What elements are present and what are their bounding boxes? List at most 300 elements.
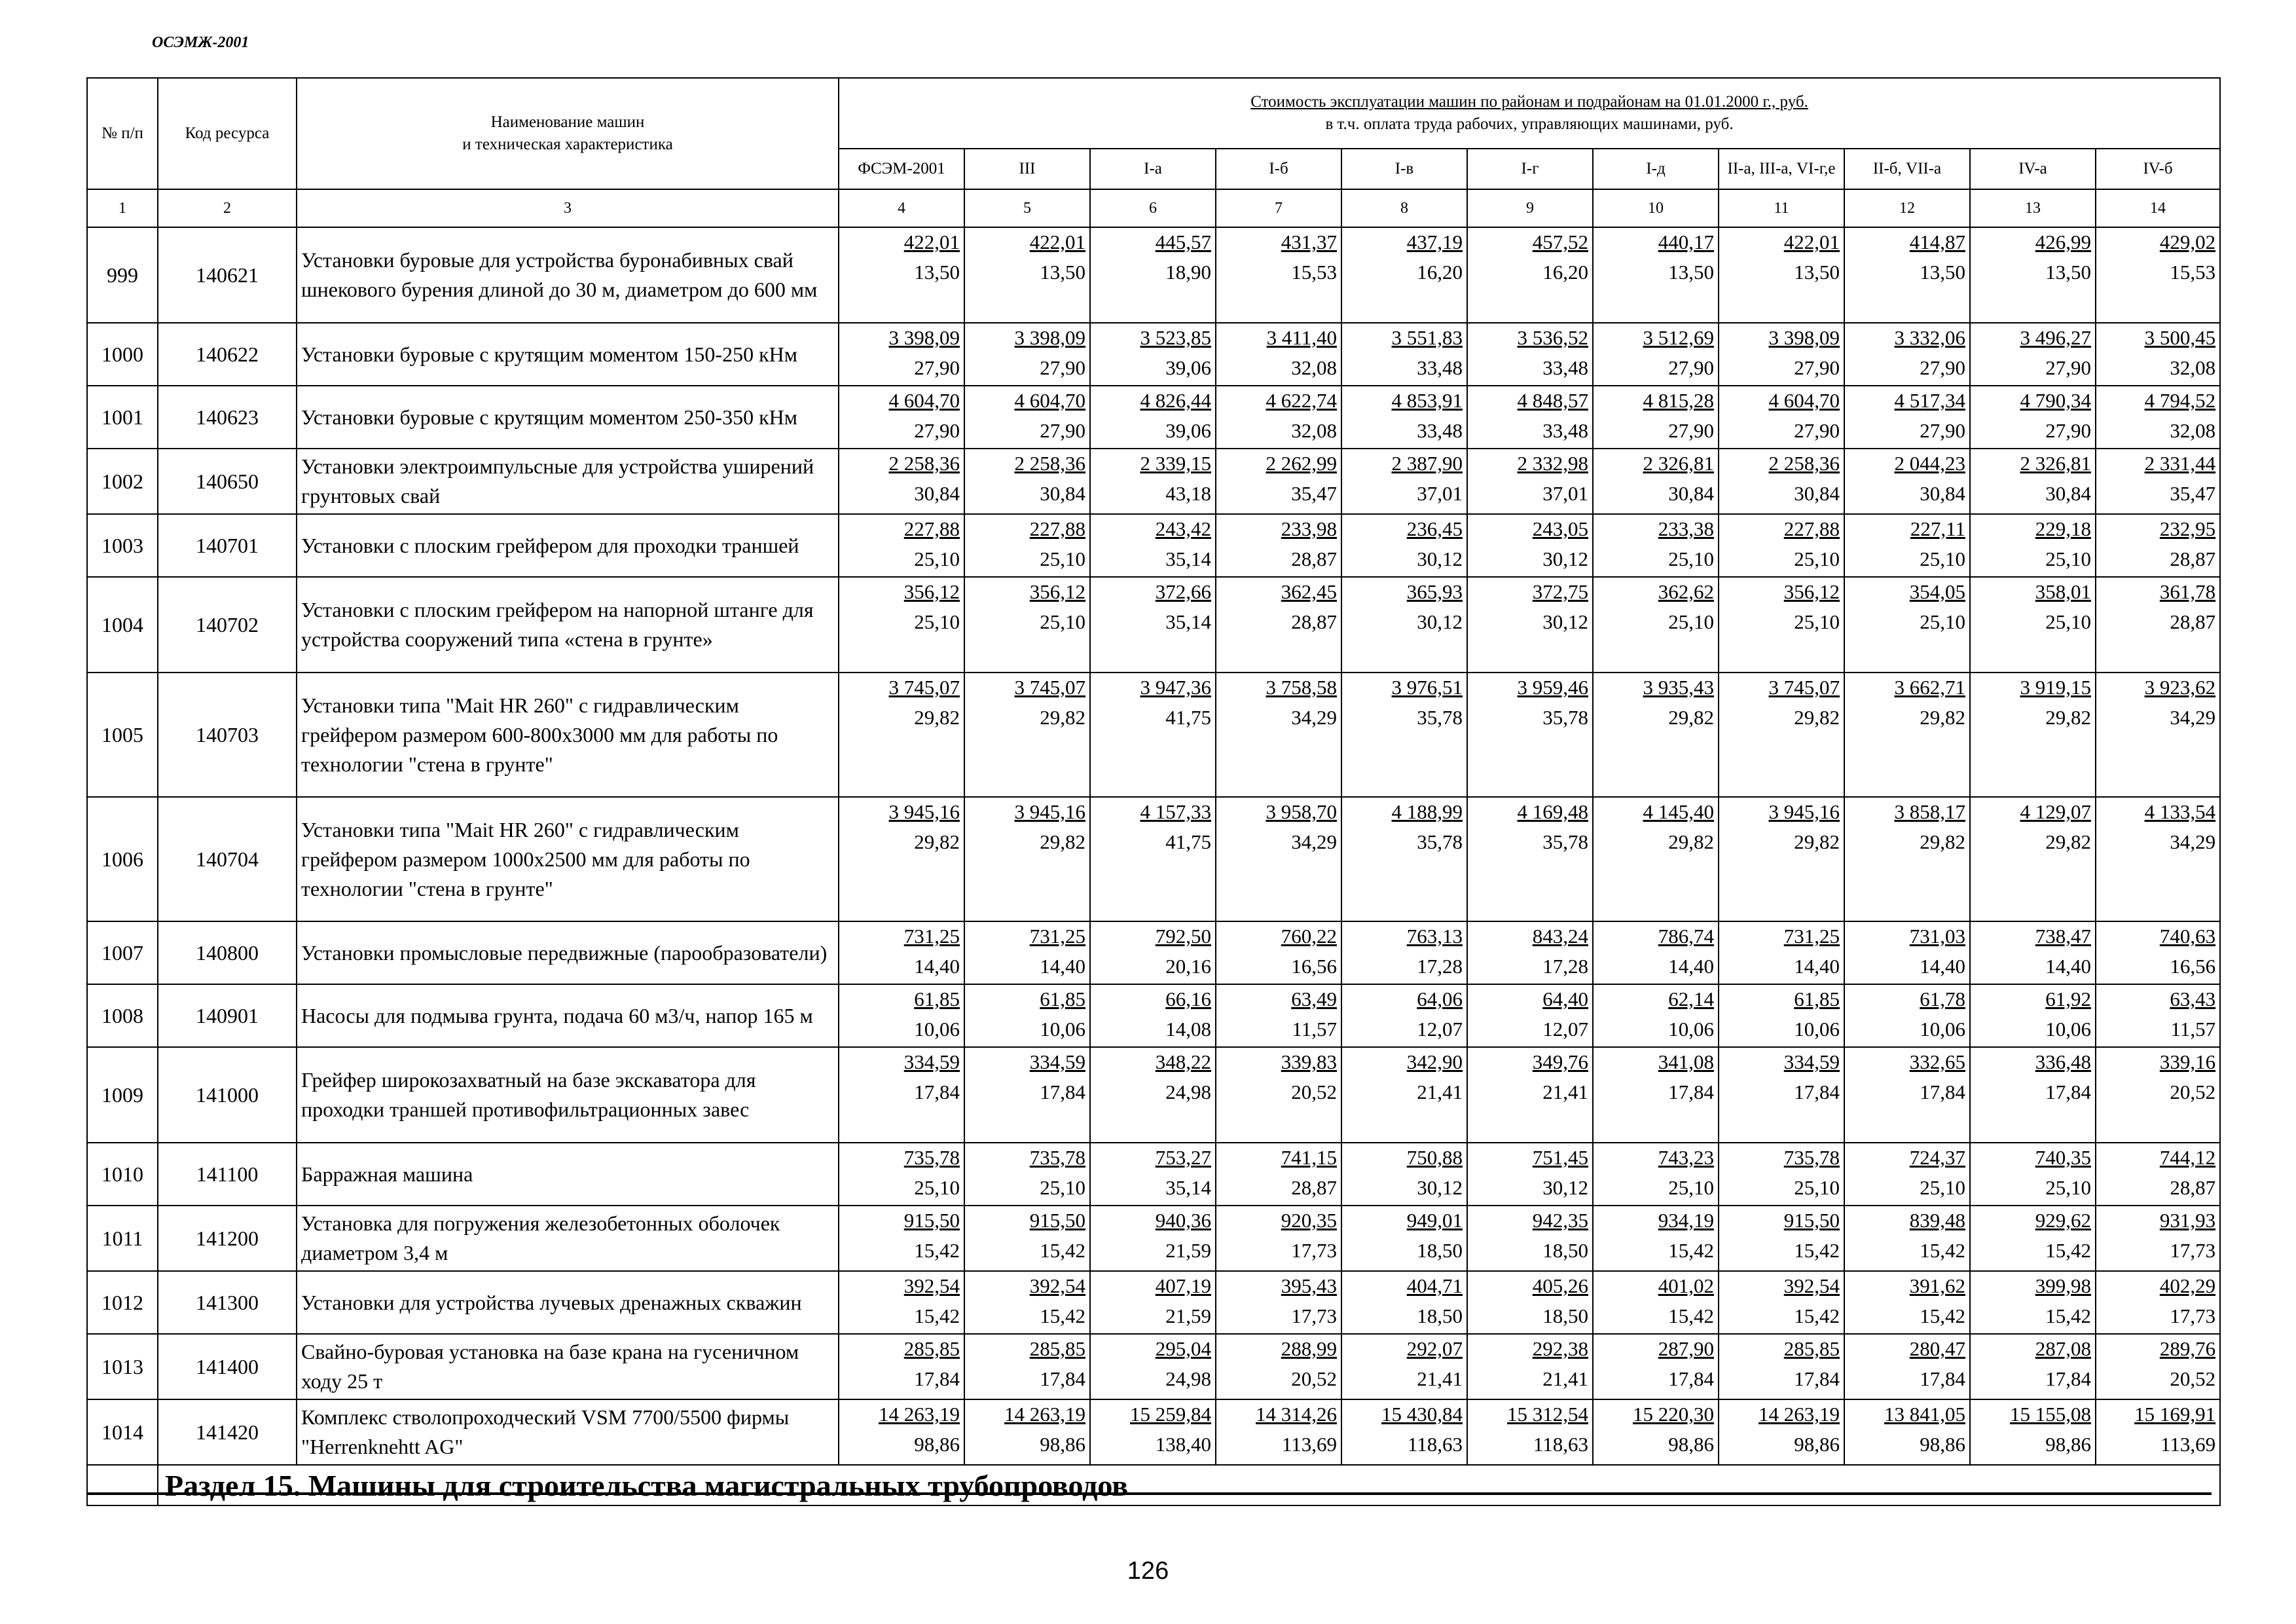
resource-code: 140622 bbox=[158, 323, 297, 386]
price-cell bbox=[964, 673, 1090, 797]
price-cell bbox=[1216, 1047, 1341, 1143]
operating-cost: 429,02 bbox=[2159, 231, 2216, 253]
labor-cost: 17,84 bbox=[1920, 1367, 1965, 1390]
labor-cost: 10,06 bbox=[2045, 1018, 2091, 1041]
labor-cost: 28,87 bbox=[2170, 1176, 2216, 1199]
operating-cost: 372,75 bbox=[1532, 580, 1588, 603]
operating-cost: 289,76 bbox=[2159, 1337, 2216, 1360]
operating-cost: 62,14 bbox=[1668, 987, 1714, 1010]
operating-cost: 391,62 bbox=[1909, 1274, 1965, 1297]
region-header: IV-б bbox=[2096, 149, 2220, 189]
price-cell bbox=[1467, 1334, 1593, 1399]
labor-cost: 33,48 bbox=[1542, 419, 1588, 442]
labor-cost: 17,28 bbox=[1542, 955, 1588, 978]
operating-cost: 942,35 bbox=[1532, 1209, 1588, 1232]
row-number: 999 bbox=[87, 227, 158, 323]
labor-cost: 17,73 bbox=[1291, 1239, 1337, 1262]
price-cell bbox=[964, 577, 1090, 673]
operating-cost: 404,71 bbox=[1406, 1274, 1463, 1297]
row-number: 1009 bbox=[87, 1047, 158, 1143]
price-cell bbox=[1593, 577, 1719, 673]
operating-cost: 3 858,17 bbox=[1894, 800, 1965, 823]
machine-name: Установки для устройства лучевых дренажных скважин bbox=[297, 1271, 839, 1334]
labor-cost: 34,29 bbox=[2170, 706, 2216, 729]
price-cell bbox=[2096, 797, 2220, 921]
operating-cost: 285,85 bbox=[1029, 1337, 1085, 1360]
column-number: 11 bbox=[1719, 189, 1844, 227]
price-cell bbox=[1970, 1047, 2096, 1143]
operating-cost: 354,05 bbox=[1909, 580, 1965, 603]
operating-cost: 63,49 bbox=[1291, 987, 1337, 1010]
labor-cost: 17,84 bbox=[1920, 1080, 1965, 1103]
labor-cost: 11,57 bbox=[1292, 1018, 1337, 1041]
column-number: 13 bbox=[1970, 189, 2096, 227]
operating-cost: 287,08 bbox=[2035, 1337, 2091, 1360]
operating-cost: 3 745,07 bbox=[1014, 676, 1085, 699]
operating-cost: 763,13 bbox=[1406, 925, 1463, 948]
price-cell bbox=[1719, 921, 1844, 984]
price-cell bbox=[839, 577, 964, 673]
price-cell bbox=[1844, 449, 1970, 514]
operating-cost: 3 398,09 bbox=[888, 326, 960, 349]
labor-cost: 28,87 bbox=[1291, 547, 1337, 570]
price-cell bbox=[1090, 921, 1216, 984]
operating-cost: 227,88 bbox=[903, 517, 960, 540]
labor-cost: 20,52 bbox=[2170, 1367, 2216, 1390]
price-cell bbox=[1593, 1399, 1719, 1465]
labor-cost: 33,48 bbox=[1542, 356, 1588, 379]
price-cell bbox=[1341, 921, 1467, 984]
header-cost-subtitle: в т.ч. оплата труда рабочих, управляющих машинами, руб. bbox=[1325, 115, 1734, 133]
operating-cost: 2 326,81 bbox=[1643, 452, 1714, 475]
column-number: 9 bbox=[1467, 189, 1593, 227]
resource-code: 140702 bbox=[158, 577, 297, 673]
labor-cost: 113,69 bbox=[2160, 1433, 2216, 1456]
price-cell bbox=[1090, 1206, 1216, 1271]
table-row bbox=[87, 1206, 2220, 1271]
price-cell bbox=[1341, 577, 1467, 673]
operating-cost: 4 604,70 bbox=[888, 389, 960, 412]
labor-cost: 35,14 bbox=[1165, 610, 1211, 633]
price-cell bbox=[964, 1143, 1090, 1206]
table-row bbox=[87, 1047, 2220, 1143]
operating-cost: 4 794,52 bbox=[2144, 389, 2216, 412]
price-cell bbox=[1593, 514, 1719, 577]
operating-cost: 731,25 bbox=[1783, 925, 1840, 948]
labor-cost: 29,82 bbox=[1920, 830, 1965, 853]
resource-code: 141100 bbox=[158, 1143, 297, 1206]
price-cell bbox=[964, 984, 1090, 1047]
price-cell bbox=[1593, 984, 1719, 1047]
price-cell bbox=[1090, 323, 1216, 386]
price-cell bbox=[1467, 1047, 1593, 1143]
table-row bbox=[87, 386, 2220, 449]
price-cell bbox=[1719, 323, 1844, 386]
labor-cost: 30,84 bbox=[1040, 482, 1085, 505]
labor-cost: 17,73 bbox=[2170, 1304, 2216, 1327]
labor-cost: 21,41 bbox=[1417, 1080, 1463, 1103]
operating-cost: 2 332,98 bbox=[1517, 452, 1588, 475]
operating-cost: 2 326,81 bbox=[2020, 452, 2091, 475]
machine-name: Установки промысловые передвижные (парообразователи) bbox=[297, 921, 839, 984]
price-cell bbox=[2096, 921, 2220, 984]
labor-cost: 37,01 bbox=[1542, 482, 1588, 505]
labor-cost: 18,90 bbox=[1165, 261, 1211, 284]
price-cell bbox=[1719, 1271, 1844, 1334]
labor-cost: 25,10 bbox=[1668, 547, 1714, 570]
operating-cost: 724,37 bbox=[1909, 1146, 1965, 1169]
labor-cost: 25,10 bbox=[2045, 610, 2091, 633]
price-cell bbox=[1216, 1271, 1341, 1334]
labor-cost: 41,75 bbox=[1165, 706, 1211, 729]
price-cell bbox=[1719, 1399, 1844, 1465]
column-number: 14 bbox=[2096, 189, 2220, 227]
operating-cost: 4 604,70 bbox=[1768, 389, 1840, 412]
price-cell bbox=[1216, 1206, 1341, 1271]
price-cell bbox=[839, 227, 964, 323]
price-cell bbox=[1970, 921, 2096, 984]
operating-cost: 4 622,74 bbox=[1266, 389, 1337, 412]
table-row bbox=[87, 1334, 2220, 1399]
operating-cost: 392,54 bbox=[1783, 1274, 1840, 1297]
labor-cost: 20,16 bbox=[1165, 955, 1211, 978]
price-cell bbox=[1844, 514, 1970, 577]
price-cell bbox=[1593, 449, 1719, 514]
table-row bbox=[87, 1399, 2220, 1465]
table-row bbox=[87, 921, 2220, 984]
operating-cost: 339,83 bbox=[1281, 1050, 1337, 1073]
labor-cost: 21,41 bbox=[1542, 1367, 1588, 1390]
labor-cost: 13,50 bbox=[2045, 261, 2091, 284]
labor-cost: 37,01 bbox=[1417, 482, 1463, 505]
operating-cost: 431,37 bbox=[1281, 231, 1337, 253]
price-cell bbox=[1467, 673, 1593, 797]
operating-cost: 349,76 bbox=[1532, 1050, 1588, 1073]
price-cell bbox=[2096, 984, 2220, 1047]
price-cell bbox=[2096, 386, 2220, 449]
labor-cost: 18,50 bbox=[1542, 1304, 1588, 1327]
labor-cost: 25,10 bbox=[914, 610, 960, 633]
header-code: Код ресурса bbox=[158, 78, 297, 189]
labor-cost: 20,52 bbox=[1291, 1367, 1337, 1390]
labor-cost: 25,10 bbox=[1040, 610, 1085, 633]
labor-cost: 17,28 bbox=[1417, 955, 1463, 978]
resource-code: 141200 bbox=[158, 1206, 297, 1271]
labor-cost: 25,10 bbox=[1920, 1176, 1965, 1199]
row-number: 1008 bbox=[87, 984, 158, 1047]
price-cell bbox=[1090, 797, 1216, 921]
operating-cost: 3 945,16 bbox=[888, 800, 960, 823]
operating-cost: 339,16 bbox=[2159, 1050, 2216, 1073]
price-cell bbox=[964, 921, 1090, 984]
labor-cost: 10,06 bbox=[1920, 1018, 1965, 1041]
operating-cost: 233,38 bbox=[1658, 517, 1714, 540]
labor-cost: 27,90 bbox=[1794, 419, 1840, 442]
price-cell bbox=[1216, 514, 1341, 577]
labor-cost: 35,14 bbox=[1165, 547, 1211, 570]
operating-cost: 395,43 bbox=[1281, 1274, 1337, 1297]
labor-cost: 10,06 bbox=[1040, 1018, 1085, 1041]
price-cell bbox=[2096, 449, 2220, 514]
labor-cost: 98,86 bbox=[2045, 1433, 2091, 1456]
labor-cost: 43,18 bbox=[1165, 482, 1211, 505]
price-cell bbox=[1090, 449, 1216, 514]
machine-name: Грейфер широкозахватный на базе экскаватора для проходки траншей противофильтрационных завес bbox=[297, 1047, 839, 1143]
labor-cost: 17,84 bbox=[2045, 1367, 2091, 1390]
labor-cost: 17,73 bbox=[1291, 1304, 1337, 1327]
operating-cost: 915,50 bbox=[1783, 1209, 1840, 1232]
labor-cost: 138,40 bbox=[1155, 1433, 1211, 1456]
labor-cost: 35,47 bbox=[1291, 482, 1337, 505]
operating-cost: 839,48 bbox=[1909, 1209, 1965, 1232]
resource-code: 140623 bbox=[158, 386, 297, 449]
labor-cost: 15,53 bbox=[1291, 261, 1337, 284]
operating-cost: 61,92 bbox=[2045, 987, 2091, 1010]
labor-cost: 98,86 bbox=[914, 1433, 960, 1456]
operating-cost: 2 262,99 bbox=[1266, 452, 1337, 475]
resource-code: 141000 bbox=[158, 1047, 297, 1143]
section-row bbox=[87, 1465, 2220, 1505]
operating-cost: 402,29 bbox=[2159, 1274, 2216, 1297]
operating-cost: 229,18 bbox=[2035, 517, 2091, 540]
price-cell bbox=[1467, 921, 1593, 984]
column-number: 3 bbox=[297, 189, 839, 227]
operating-cost: 356,12 bbox=[1029, 580, 1085, 603]
operating-cost: 735,78 bbox=[1783, 1146, 1840, 1169]
price-cell bbox=[1341, 386, 1467, 449]
header-name-line2: и техническая характеристика bbox=[462, 136, 673, 153]
row-number: 1003 bbox=[87, 514, 158, 577]
labor-cost: 29,82 bbox=[2045, 706, 2091, 729]
price-cell bbox=[2096, 1206, 2220, 1271]
operating-cost: 232,95 bbox=[2159, 517, 2216, 540]
operating-cost: 422,01 bbox=[903, 231, 960, 253]
page-number: 126 bbox=[1127, 1557, 1169, 1585]
operating-cost: 15 220,30 bbox=[1633, 1403, 1714, 1426]
operating-cost: 4 848,57 bbox=[1517, 389, 1588, 412]
column-number: 8 bbox=[1341, 189, 1467, 227]
operating-cost: 334,59 bbox=[1783, 1050, 1840, 1073]
price-cell bbox=[1090, 1143, 1216, 1206]
price-cell bbox=[839, 514, 964, 577]
operating-cost: 920,35 bbox=[1281, 1209, 1337, 1232]
operating-cost: 295,04 bbox=[1155, 1337, 1211, 1360]
price-cell bbox=[2096, 577, 2220, 673]
price-cell bbox=[1341, 514, 1467, 577]
price-cell bbox=[1844, 673, 1970, 797]
price-cell bbox=[1467, 1206, 1593, 1271]
price-cell bbox=[1719, 1143, 1844, 1206]
operating-cost: 4 517,34 bbox=[1894, 389, 1965, 412]
labor-cost: 17,84 bbox=[1040, 1080, 1085, 1103]
row-number: 1006 bbox=[87, 797, 158, 921]
labor-cost: 14,40 bbox=[2045, 955, 2091, 978]
labor-cost: 98,86 bbox=[1668, 1433, 1714, 1456]
price-cell bbox=[1844, 1399, 1970, 1465]
labor-cost: 14,40 bbox=[1668, 955, 1714, 978]
price-cell bbox=[1090, 1271, 1216, 1334]
labor-cost: 28,87 bbox=[2170, 610, 2216, 633]
region-header: ФСЭМ-2001 bbox=[839, 149, 964, 189]
labor-cost: 118,63 bbox=[1407, 1433, 1463, 1456]
labor-cost: 13,50 bbox=[914, 261, 960, 284]
operating-cost: 3 551,83 bbox=[1391, 326, 1463, 349]
price-cell bbox=[1970, 227, 2096, 323]
price-cell bbox=[839, 386, 964, 449]
labor-cost: 29,82 bbox=[1920, 706, 1965, 729]
labor-cost: 27,90 bbox=[1920, 356, 1965, 379]
column-number: 10 bbox=[1593, 189, 1719, 227]
resource-code: 141400 bbox=[158, 1334, 297, 1399]
operating-cost: 3 500,45 bbox=[2144, 326, 2216, 349]
operating-cost: 356,12 bbox=[1783, 580, 1840, 603]
operating-cost: 940,36 bbox=[1155, 1209, 1211, 1232]
labor-cost: 29,82 bbox=[1668, 706, 1714, 729]
row-number: 1000 bbox=[87, 323, 158, 386]
price-cell bbox=[2096, 1334, 2220, 1399]
labor-cost: 28,87 bbox=[1291, 1176, 1337, 1199]
price-cell bbox=[1970, 1399, 2096, 1465]
price-cell bbox=[839, 1143, 964, 1206]
labor-cost: 29,82 bbox=[1794, 830, 1840, 853]
labor-cost: 27,90 bbox=[914, 356, 960, 379]
labor-cost: 35,14 bbox=[1165, 1176, 1211, 1199]
price-cell bbox=[964, 323, 1090, 386]
labor-cost: 17,84 bbox=[1794, 1367, 1840, 1390]
labor-cost: 33,48 bbox=[1417, 356, 1463, 379]
labor-cost: 25,10 bbox=[1668, 1176, 1714, 1199]
price-cell bbox=[1090, 577, 1216, 673]
price-cell bbox=[1844, 1047, 1970, 1143]
operating-cost: 3 398,09 bbox=[1014, 326, 1085, 349]
operating-cost: 3 745,07 bbox=[1768, 676, 1840, 699]
operating-cost: 2 331,44 bbox=[2144, 452, 2216, 475]
price-cell bbox=[964, 1334, 1090, 1399]
labor-cost: 15,42 bbox=[1668, 1304, 1714, 1327]
price-cell bbox=[1216, 577, 1341, 673]
labor-cost: 30,12 bbox=[1417, 1176, 1463, 1199]
labor-cost: 113,69 bbox=[1281, 1433, 1337, 1456]
operating-cost: 292,07 bbox=[1406, 1337, 1463, 1360]
price-cell bbox=[1593, 921, 1719, 984]
operating-cost: 334,59 bbox=[1029, 1050, 1085, 1073]
operating-cost: 14 314,26 bbox=[1256, 1403, 1337, 1426]
row-number: 1013 bbox=[87, 1334, 158, 1399]
machine-name: Установки буровые с крутящим моментом 150-250 кНм bbox=[297, 323, 839, 386]
price-cell bbox=[1844, 1143, 1970, 1206]
operating-cost: 399,98 bbox=[2035, 1274, 2091, 1297]
operating-cost: 3 398,09 bbox=[1768, 326, 1840, 349]
operating-cost: 740,63 bbox=[2159, 925, 2216, 948]
operating-cost: 356,12 bbox=[903, 580, 960, 603]
operating-cost: 3 512,69 bbox=[1643, 326, 1714, 349]
price-cell bbox=[1216, 1334, 1341, 1399]
operating-cost: 405,26 bbox=[1532, 1274, 1588, 1297]
operating-cost: 13 841,05 bbox=[1884, 1403, 1965, 1426]
price-cell bbox=[1216, 323, 1341, 386]
header-name-line1: Наименование машин bbox=[490, 113, 645, 131]
operating-cost: 3 935,43 bbox=[1643, 676, 1714, 699]
price-cell bbox=[839, 921, 964, 984]
labor-cost: 13,50 bbox=[1794, 261, 1840, 284]
price-cell bbox=[1341, 797, 1467, 921]
operating-cost: 341,08 bbox=[1658, 1050, 1714, 1073]
price-cell bbox=[964, 1047, 1090, 1143]
resource-code: 141300 bbox=[158, 1271, 297, 1334]
operating-cost: 2 044,23 bbox=[1894, 452, 1965, 475]
price-cell bbox=[1216, 449, 1341, 514]
labor-cost: 41,75 bbox=[1165, 830, 1211, 853]
labor-cost: 10,06 bbox=[914, 1018, 960, 1041]
price-cell bbox=[964, 449, 1090, 514]
labor-cost: 17,84 bbox=[1668, 1367, 1714, 1390]
price-cell bbox=[1719, 1334, 1844, 1399]
price-cell bbox=[1467, 227, 1593, 323]
column-number: 7 bbox=[1216, 189, 1341, 227]
labor-cost: 17,84 bbox=[1668, 1080, 1714, 1103]
operating-cost: 735,78 bbox=[903, 1146, 960, 1169]
price-cell bbox=[1970, 1206, 2096, 1271]
region-header: I-а bbox=[1090, 149, 1216, 189]
labor-cost: 30,84 bbox=[1668, 482, 1714, 505]
labor-cost: 13,50 bbox=[1040, 261, 1085, 284]
labor-cost: 29,82 bbox=[1794, 706, 1840, 729]
operating-cost: 392,54 bbox=[1029, 1274, 1085, 1297]
labor-cost: 16,56 bbox=[1291, 955, 1337, 978]
operating-cost: 3 958,70 bbox=[1266, 800, 1337, 823]
table-row bbox=[87, 984, 2220, 1047]
labor-cost: 34,29 bbox=[1291, 830, 1337, 853]
table-row bbox=[87, 449, 2220, 514]
price-cell bbox=[964, 1399, 1090, 1465]
price-cell bbox=[1467, 514, 1593, 577]
price-cell bbox=[1970, 984, 2096, 1047]
row-number: 1004 bbox=[87, 577, 158, 673]
operating-cost: 61,85 bbox=[1040, 987, 1085, 1010]
labor-cost: 33,48 bbox=[1417, 419, 1463, 442]
labor-cost: 35,78 bbox=[1417, 706, 1463, 729]
operating-cost: 227,11 bbox=[1910, 517, 1965, 540]
labor-cost: 35,78 bbox=[1542, 706, 1588, 729]
operating-cost: 280,47 bbox=[1909, 1337, 1965, 1360]
operating-cost: 64,40 bbox=[1542, 987, 1588, 1010]
price-cell bbox=[1341, 1047, 1467, 1143]
operating-cost: 4 129,07 bbox=[2020, 800, 2091, 823]
header-name bbox=[297, 78, 839, 189]
operating-cost: 422,01 bbox=[1783, 231, 1840, 253]
operating-cost: 915,50 bbox=[903, 1209, 960, 1232]
labor-cost: 15,42 bbox=[1920, 1304, 1965, 1327]
operating-cost: 61,85 bbox=[1794, 987, 1840, 1010]
price-cell bbox=[1844, 386, 1970, 449]
operating-cost: 741,15 bbox=[1281, 1146, 1337, 1169]
operating-cost: 227,88 bbox=[1783, 517, 1840, 540]
operating-cost: 4 133,54 bbox=[2144, 800, 2216, 823]
resource-code: 140800 bbox=[158, 921, 297, 984]
row-number: 1014 bbox=[87, 1399, 158, 1465]
labor-cost: 11,57 bbox=[2170, 1018, 2216, 1041]
labor-cost: 27,90 bbox=[1668, 356, 1714, 379]
operating-cost: 4 188,99 bbox=[1391, 800, 1463, 823]
operating-cost: 236,45 bbox=[1406, 517, 1463, 540]
row-number: 1012 bbox=[87, 1271, 158, 1334]
price-cell bbox=[1090, 514, 1216, 577]
price-cell bbox=[1593, 1271, 1719, 1334]
labor-cost: 25,10 bbox=[2045, 1176, 2091, 1199]
header-num: № п/п bbox=[87, 78, 158, 189]
labor-cost: 28,87 bbox=[2170, 547, 2216, 570]
operating-cost: 949,01 bbox=[1406, 1209, 1463, 1232]
